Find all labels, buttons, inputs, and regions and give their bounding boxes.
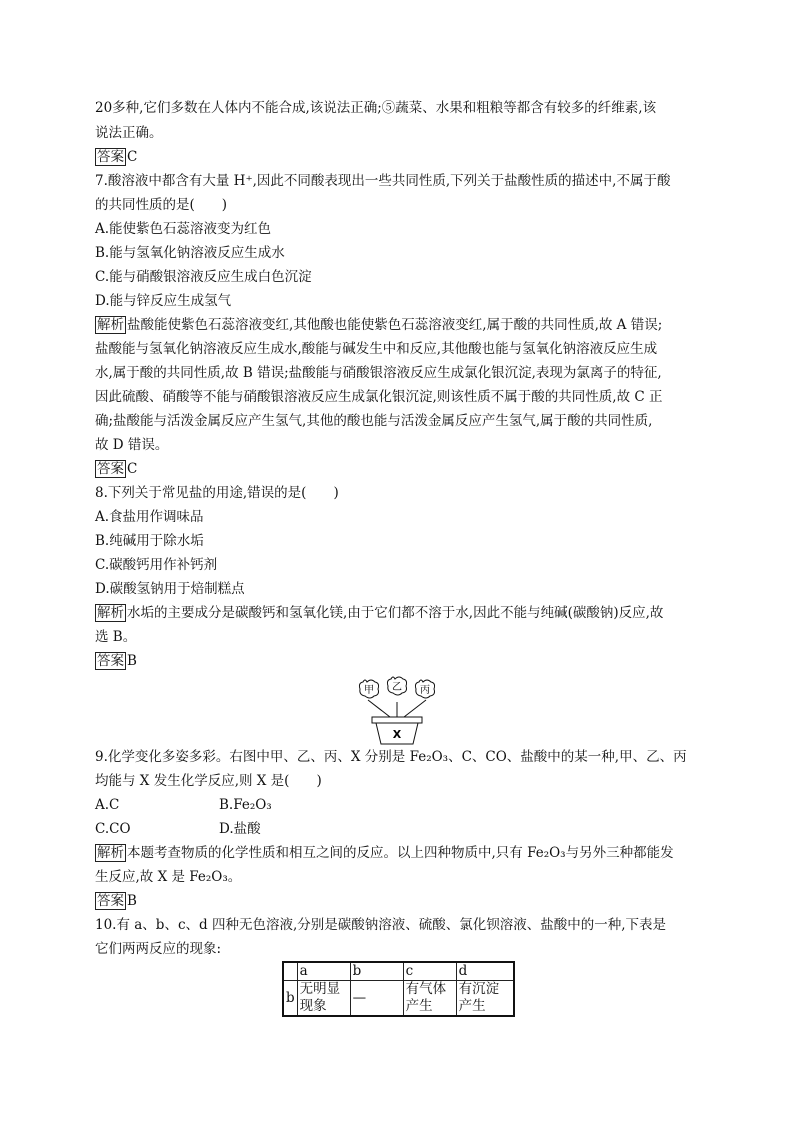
q7-answer: C bbox=[127, 461, 138, 477]
q7-analysis-3: 水,属于酸的共同性质,故 B 错误;盐酸能与硝酸银溶液反应生成氯化银沉淀,表现为氯离子的特征, bbox=[95, 365, 662, 381]
q8-stem: 8.下列关于常见盐的用途,错误的是( ) bbox=[95, 485, 339, 501]
q9-answer: B bbox=[127, 893, 137, 909]
q9-option-a: A.C bbox=[95, 797, 120, 813]
q9-stem-2: 均能与 X 发生化学反应,则 X 是( ) bbox=[95, 773, 322, 789]
analysis-label: 解析 bbox=[97, 605, 124, 621]
q7-option-b: B.能与氢氧化钠溶液反应生成水 bbox=[95, 245, 285, 261]
table-header-row bbox=[283, 962, 514, 981]
answer-label: 答案 bbox=[97, 149, 124, 165]
table-cell: 无明显现象 bbox=[297, 981, 350, 1017]
q10-stem-2: 它们两两反应的现象: bbox=[95, 941, 222, 957]
q9-option-d: D.盐酸 bbox=[219, 821, 261, 837]
q7-option-a: A.能使紫色石蕊溶液变为红色 bbox=[95, 221, 272, 237]
q7-answer-line bbox=[95, 459, 137, 479]
table-header-cell bbox=[283, 962, 297, 981]
q9-stem-1: 9.化学变化多姿多彩。右图中甲、乙、丙、X 分别是 Fe₂O₃、C、CO、盐酸中的某一种,甲、乙、丙 bbox=[95, 749, 687, 765]
q7-option-c: C.能与硝酸银溶液反应生成白色沉淀 bbox=[95, 269, 312, 285]
q6-answer-line bbox=[95, 147, 137, 167]
table-row bbox=[283, 981, 514, 1017]
table-cell: b bbox=[283, 981, 297, 1017]
flower-label-jia: 甲 bbox=[364, 685, 374, 696]
q9-analysis-1: 解析 本题考查物质的化学性质和相互之间的反应。以上四种物质中,只有 Fe₂O₃与另外三种都能发 bbox=[97, 845, 674, 861]
flower-yi bbox=[387, 677, 406, 695]
q8-option-d: D.碳酸氢钠用于焙制糕点 bbox=[95, 581, 245, 597]
q8-answer: B bbox=[127, 653, 137, 669]
q9-options-row-2 bbox=[95, 819, 261, 839]
q9-option-c: C.CO bbox=[95, 821, 131, 837]
q6-answer: C bbox=[127, 149, 138, 165]
table-header-cell: b bbox=[350, 962, 403, 981]
flower-pot-figure bbox=[350, 674, 444, 746]
q7-option-d: D.能与锌反应生成氢气 bbox=[95, 293, 232, 309]
q9-option-b: B.Fe₂O₃ bbox=[219, 797, 272, 813]
q7-analysis-4: 因此硫酸、硝酸等不能与硝酸银溶液反应生成氯化银沉淀,则该性质不属于酸的共同性质,故 C 正 bbox=[95, 389, 663, 405]
table-header-cell: c bbox=[403, 962, 456, 981]
q7-analysis-2: 盐酸能与氢氧化钠溶液反应生成水,酸能与碱发生中和反应,其他酸也能与氢氧化钠溶液反应生成 bbox=[95, 341, 658, 357]
intro-line-2: 说法正确。 bbox=[95, 125, 163, 141]
flower-jia bbox=[359, 680, 378, 698]
q8-answer-line bbox=[95, 651, 137, 671]
q9-options-row-1 bbox=[95, 795, 272, 815]
q7-analysis-1: 解析 盐酸能使紫色石蕊溶液变红,其他酸也能使紫色石蕊溶液变红,属于酸的共同性质,故 A 错误; bbox=[97, 317, 663, 333]
intro-line-1: 20多种,它们多数在人体内不能合成,该说法正确;⑤蔬菜、水果和粗粮等都含有较多的纤维素,该 bbox=[95, 100, 657, 116]
q7-stem-2: 的共同性质的是( ) bbox=[95, 197, 228, 213]
table-cell: 有沉淀产生 bbox=[456, 981, 514, 1017]
flower-label-bing: 丙 bbox=[420, 685, 430, 696]
q7-stem-1: 7.酸溶液中都含有大量 H⁺,因此不同酸表现出一些共同性质,下列关于盐酸性质的描述中,不属于酸 bbox=[95, 173, 671, 189]
answer-label: 答案 bbox=[97, 893, 124, 909]
q8-option-c: C.碳酸钙用作补钙剂 bbox=[95, 557, 218, 573]
q9-answer-line bbox=[95, 891, 137, 911]
answer-label: 答案 bbox=[97, 653, 124, 669]
answer-label: 答案 bbox=[97, 461, 124, 477]
q9-analysis-2: 生反应,故 X 是 Fe₂O₃。 bbox=[95, 869, 242, 885]
flower-label-yi: 乙 bbox=[392, 682, 402, 693]
table-cell: 有气体产生 bbox=[403, 981, 456, 1017]
q8-option-a: A.食盐用作调味品 bbox=[95, 509, 204, 525]
q8-analysis-1: 解析 水垢的主要成分是碳酸钙和氢氧化镁,由于它们都不溶于水,因此不能与纯碱(碳酸钠)反应,故 bbox=[97, 605, 664, 621]
analysis-label: 解析 bbox=[97, 845, 124, 861]
q7-analysis-6: 故 D 错误。 bbox=[95, 437, 169, 453]
table-header-cell: d bbox=[456, 962, 514, 981]
reaction-table bbox=[282, 961, 515, 1017]
table-cell: — bbox=[350, 981, 403, 1017]
table-header-cell: a bbox=[297, 962, 350, 981]
pot-label-x: X bbox=[392, 728, 402, 741]
q7-analysis-5: 确;盐酸能与活泼金属反应产生氢气,其他的酸也能与活泼金属反应产生氢气,属于酸的共同性质, bbox=[95, 413, 653, 429]
q10-stem-1: 10.有 a、b、c、d 四种无色溶液,分别是碳酸钠溶液、硫酸、氯化钡溶液、盐酸中的一种,下表是 bbox=[95, 917, 667, 933]
flower-bing bbox=[415, 680, 434, 698]
q8-option-b: B.纯碱用于除水垢 bbox=[95, 533, 204, 549]
q8-analysis-2: 选 B。 bbox=[95, 629, 137, 645]
analysis-label: 解析 bbox=[97, 317, 124, 333]
